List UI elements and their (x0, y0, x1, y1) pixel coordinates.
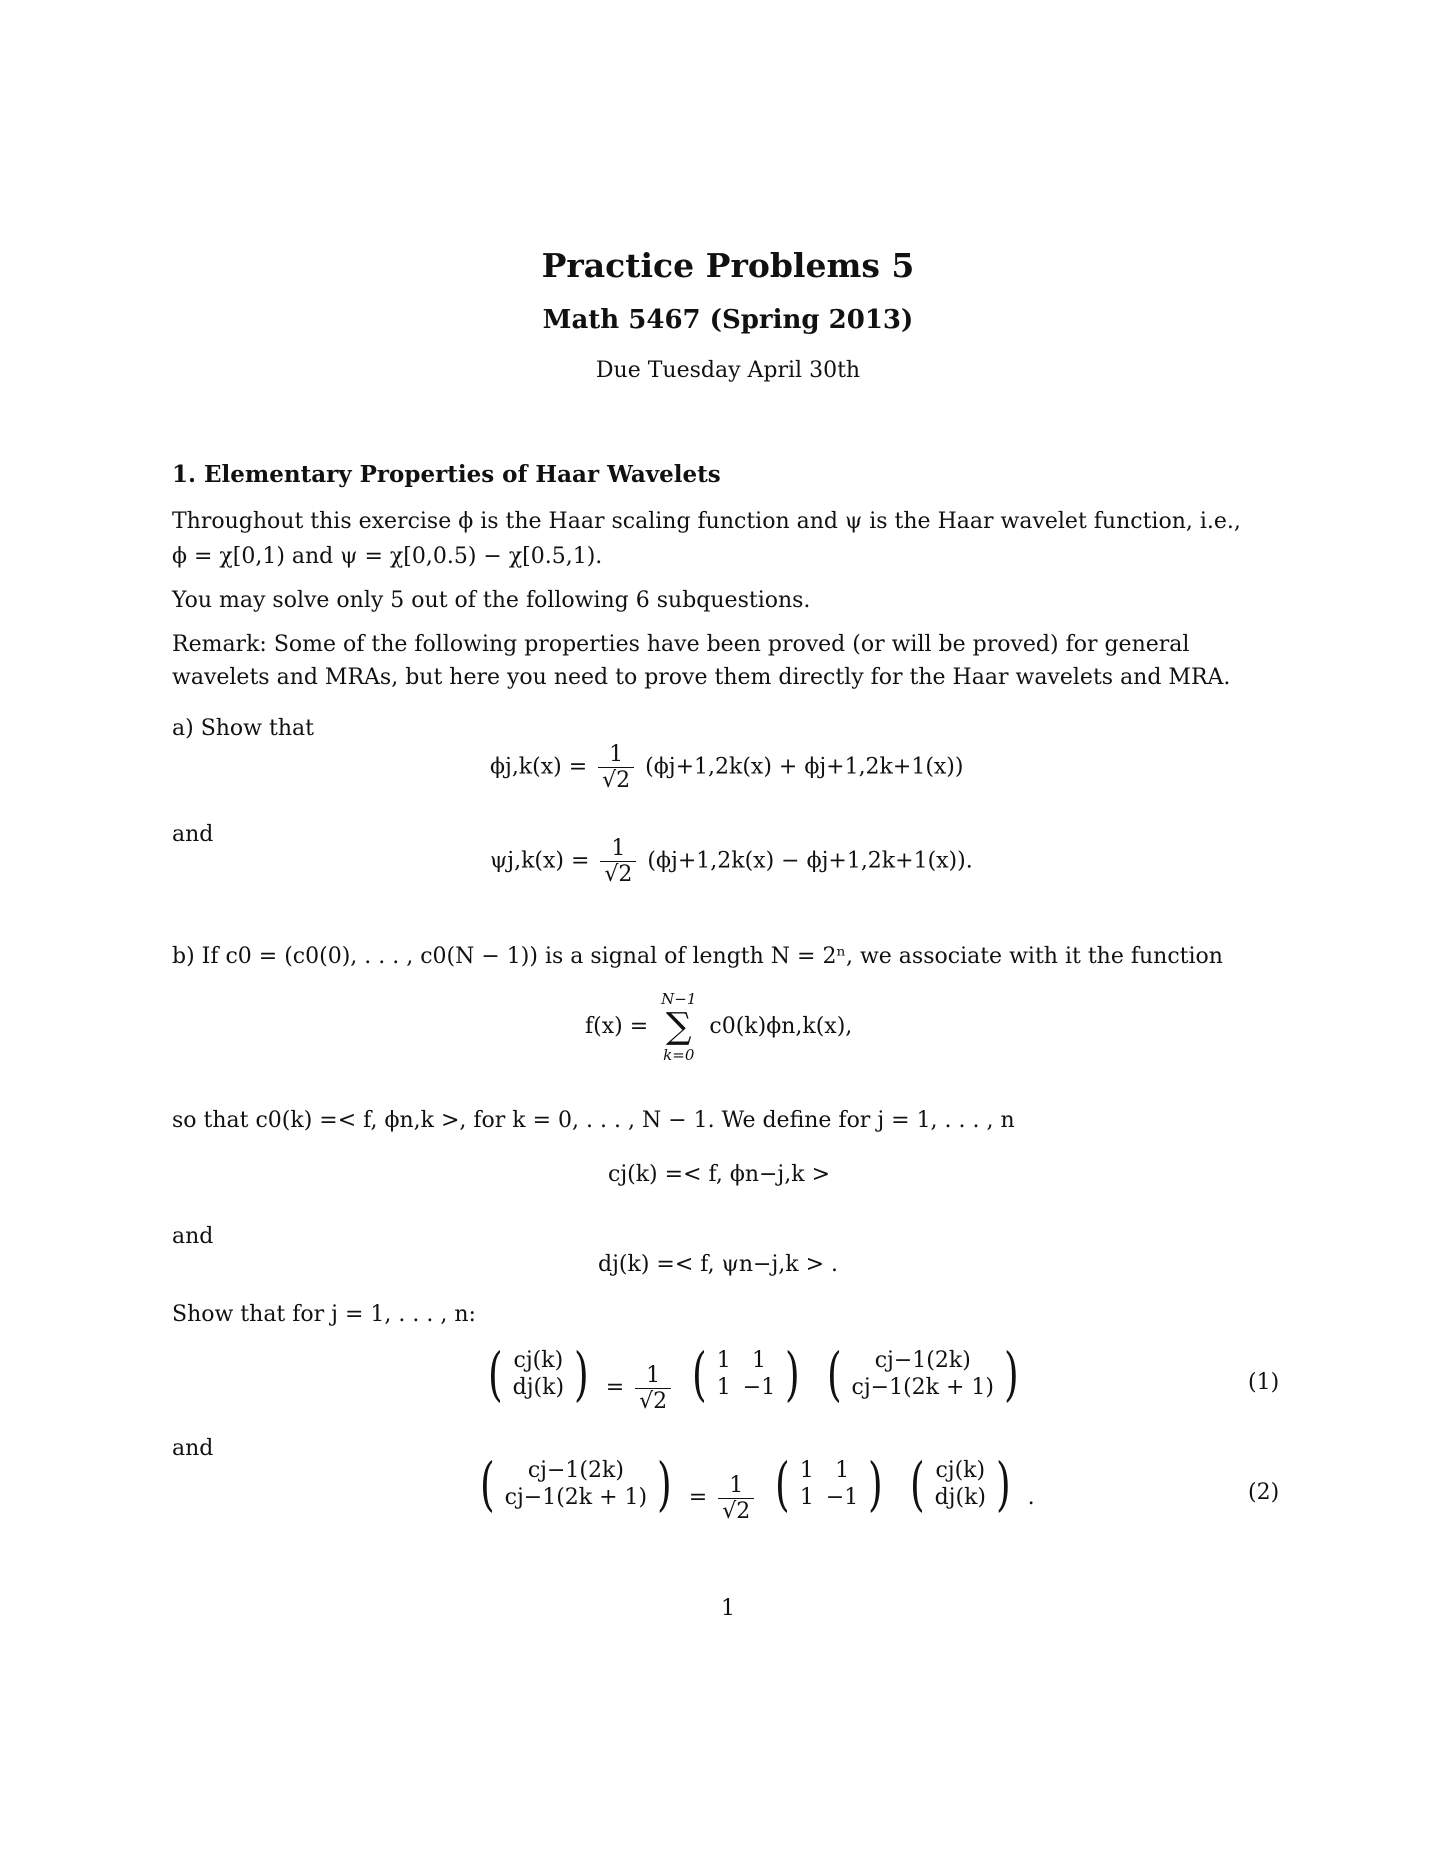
and-connector: and (172, 822, 214, 847)
vector-c-prev: ( cj−1(2k) cj−1(2k + 1) ) (826, 1340, 1019, 1408)
remark: Remark: Some of the following properties have been proved (or will be proved) for general wavelets and MRAs, but here you need to prove them directly for the Haar wavelets and MRA. (172, 632, 1231, 690)
so-that-line: so that c0(k) =< f, ϕn,k >, for k = 0, . . . , N − 1. We define for j = 1, . . . , n (172, 1108, 1015, 1133)
vector-cd: ( cj(k) dj(k) ) (909, 1450, 1011, 1518)
eq-lhs: ψj,k(x) = (490, 848, 590, 874)
page-title: Practice Problems 5 (541, 246, 915, 285)
part-a-label: a) Show that (172, 716, 314, 741)
fraction: $\frac{1}{√2}$ (598, 742, 634, 793)
intro-line-1: Throughout this exercise ϕ is the Haar scaling function and ψ is the Haar wavelet function, i.e., (172, 509, 1241, 534)
summation: N−1 ∑ k=0 (661, 990, 697, 1064)
fraction: $\frac{1}{√2}$ (600, 836, 636, 887)
haar-matrix: ( 1 1 1 −1 ) (775, 1450, 883, 1518)
matrix-equation-2: ( cj−1(2k) cj−1(2k + 1) ) = $\frac{1}{√2}$ ( 1 1 1 −1 ) ( cj(k) dj(k) ) . (470, 1455, 1035, 1524)
equation-number-2: (2) (1248, 1480, 1280, 1505)
due-date: Due Tuesday April 30th (595, 358, 861, 383)
instructions: You may solve only 5 out of the following 6 subquestions. (172, 588, 811, 613)
haar-matrix: ( 1 1 1 −1 ) (692, 1340, 800, 1408)
matrix-equation-1: ( cj(k) dj(k) ) = $\frac{1}{√2}$ ( 1 1 1 −1 ) ( cj−1(2k) cj−1(2k + 1) ) (478, 1345, 1029, 1414)
equation-f-sum (585, 990, 852, 1064)
equation-psi-jk (490, 836, 973, 887)
page-number: 1 (721, 1596, 735, 1621)
course-label: Math 5467 (Spring 2013) (542, 305, 914, 335)
eq-lhs: f(x) = (585, 1014, 649, 1039)
and-connector-c: and (172, 1436, 214, 1461)
and-connector-b: and (172, 1224, 214, 1249)
fraction: $\frac{1}{√2}$ (635, 1363, 671, 1414)
intro-line-2: ϕ = χ[0,1) and ψ = χ[0,0.5) − χ[0.5,1). (172, 544, 603, 569)
equation-phi-jk (490, 742, 963, 793)
fraction: $\frac{1}{√2}$ (718, 1473, 754, 1524)
eq-lhs: ϕj,k(x) = (490, 754, 588, 780)
vector-cd: ( cj(k) dj(k) ) (487, 1340, 589, 1408)
section-heading: 1. Elementary Properties of Haar Wavelets (172, 461, 721, 488)
cj-definition: cj(k) =< f, ϕn−j,k > (608, 1162, 831, 1187)
dj-definition: dj(k) =< f, ψn−j,k > . (598, 1252, 839, 1277)
equation-number-1: (1) (1248, 1370, 1280, 1395)
show-line: Show that for j = 1, . . . , n: (172, 1302, 476, 1327)
vector-c-prev: ( cj−1(2k) cj−1(2k + 1) ) (479, 1450, 672, 1518)
eq-rhs: (ϕj+1,2k(x) − ϕj+1,2k+1(x)). (647, 848, 973, 874)
part-b-intro: b) If c0 = (c0(0), . . . , c0(N − 1)) is a signal of length N = 2ⁿ, we associate with it the function (172, 944, 1223, 969)
eq-rhs: c0(k)ϕn,k(x), (709, 1014, 853, 1039)
eq-rhs: (ϕj+1,2k(x) + ϕj+1,2k+1(x)) (645, 754, 964, 780)
